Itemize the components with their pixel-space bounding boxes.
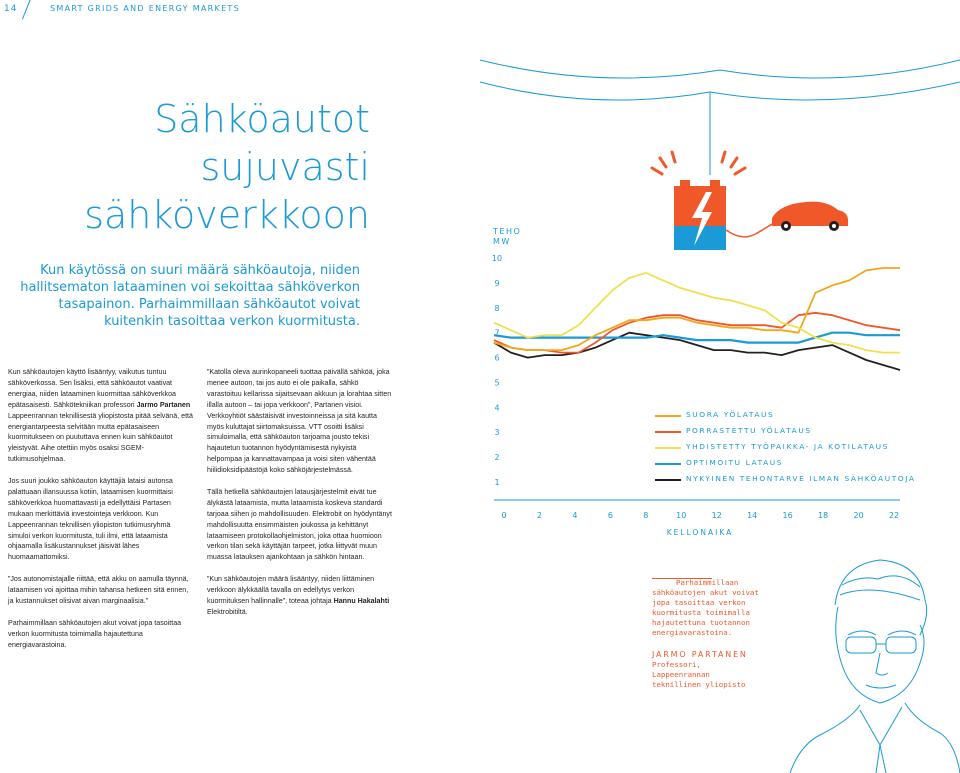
article-lead bbox=[10, 262, 360, 330]
power-lines-illustration bbox=[480, 60, 960, 175]
paragraph: ”Katolla oleva aurinkopaneeli tuottaa päivällä sähköä, joka menee autoon, tai jos auto ei ole paikalla, sähkö varastoituu kellarissa sijaitsevaan akkuun ja lorahtaa sitten illalla autoon – tai jopa verkkoon”, Partanen visioi. Verkkoyhtiöt säästäisivät investoinneissa ja sitä kautta myös kuluttajat siirtomaksuissa. VTT osoitti lisäksi simuloimalla, että sähköauton tarjoama jousto tekisi hajautetun tuotannon hyödyntämisestä nykyistä helpompaa ja kannattavampaa ja voisi siten vähentää hiilidioksidipäästöjä koko sähköjärjestelmässä. bbox=[207, 368, 392, 475]
lead-line: tasapainon. Parhaimmillaan sähköautot voivat bbox=[58, 297, 360, 312]
paragraph bbox=[207, 574, 393, 618]
x-tick-label: 18 bbox=[817, 511, 829, 520]
body-column-1 bbox=[8, 367, 194, 661]
x-tick-label: 8 bbox=[643, 511, 649, 520]
lead-line: kuitenkin tasoittaa verkon kuormitusta. bbox=[104, 314, 360, 329]
paragraph-text: Elektrobitiltä. bbox=[207, 607, 248, 616]
paragraph-text: Kun sähköautojen käyttö lisääntyy, vaikutus tuntuu sähköverkossa. Sen lisäksi, että sähköautot vaativat energiaa, niiden lataaminen kuormittaa sähköverkkoa epätasaisesti. Sähkötekniikan professori bbox=[8, 368, 176, 409]
y-tick-label: 9 bbox=[494, 278, 500, 288]
series-line bbox=[494, 313, 900, 353]
y-tick-label: 10 bbox=[491, 254, 503, 263]
series-line bbox=[494, 333, 900, 343]
x-axis-label: KELLONAIKA bbox=[666, 528, 734, 537]
y-axis-label-unit: MW bbox=[493, 237, 511, 246]
x-tick-label: 12 bbox=[711, 511, 722, 520]
series-line bbox=[494, 273, 900, 353]
person-name: Hannu Hakalahti bbox=[333, 597, 390, 605]
person-name: Jarmo Partanen bbox=[136, 400, 191, 409]
y-tick-label: 7 bbox=[494, 328, 500, 338]
legend-item-optimoitu bbox=[655, 458, 915, 470]
paragraph-text: Lappeenrannan teknillisestä yliopistosta pitää selvänä, että energiantarpeesta selvitään mutta epätasaiseen kuormitukseen on puututtava ennen kuin sähköautot yleistyvät. Aihe otettiin myös osaksi SGEM-tutkimusohjelmaa. bbox=[8, 411, 193, 464]
chart-series bbox=[494, 268, 900, 370]
paragraph-text: ”Kun sähköautojen määrä lisääntyy, niiden liittäminen verkkoon älykkäällä tavalla on edellytys verkon kuormituksen hallinnalle”, toteaa johtaja bbox=[207, 575, 375, 605]
pullquote-line: hajautettuna tuotannon bbox=[652, 618, 750, 627]
legend-label: OPTIMOITU LATAUS bbox=[686, 458, 784, 467]
lead-line: hallitsematon lataaminen voi sekoittaa sähköverkon bbox=[20, 280, 360, 295]
legend-swatch bbox=[655, 447, 681, 449]
pullquote-text bbox=[652, 578, 792, 638]
paragraph: Tällä hetkellä sähköautojen latausjärjestelmit eivät tue älykästä lataamista, mutta lataamista koskeva standardi tarjoaa siihen jo mahdollisuuden. Elektrobit on hyödyntänyt mahdollisuutta ensimmäisten joukossa ja kehittänyt lataamiseen protokollaohjelmiston, joka ottaa huomioon verkon tilan sekä käyttäjän tarpeet, jotka liittyvät muun muassa latauksen ajankohtaan ja sähkön hintaan. bbox=[207, 487, 392, 562]
x-tick-label: 16 bbox=[782, 511, 793, 520]
lead-line: Kun käytössä on suuri määrä sähköautoja, niiden bbox=[40, 263, 360, 278]
legend-swatch bbox=[655, 479, 681, 481]
legend-label: NYKYINEN TEHONTARVE ILMAN SÄHKÖAUTOJA bbox=[686, 474, 916, 483]
legend-swatch bbox=[655, 415, 681, 417]
x-tick-label: 10 bbox=[676, 511, 687, 520]
legend-item-porrastettu bbox=[655, 426, 915, 438]
y-axis-ticks bbox=[492, 254, 502, 487]
page-header bbox=[0, 0, 480, 18]
pullquote bbox=[652, 578, 792, 638]
x-tick-label: 22 bbox=[888, 511, 900, 520]
series-line bbox=[494, 333, 900, 370]
title-line: sujuvasti bbox=[200, 145, 370, 189]
body-column-2 bbox=[207, 367, 393, 629]
y-tick-label: 5 bbox=[494, 378, 500, 388]
x-tick-label: 6 bbox=[607, 511, 613, 520]
y-tick-label: 6 bbox=[494, 353, 500, 363]
legend-label: SUORA YÖLATAUS bbox=[686, 410, 775, 419]
attribution-role: Professori, bbox=[652, 660, 701, 669]
pullquote-line: sähköautojen akut voivat bbox=[652, 588, 759, 597]
paragraph: Parhaimmillaan sähköautojen akut voivat jopa tasoittaa verkon kuormitusta toimimalla hajautettuna energiavarastoina. bbox=[8, 618, 182, 649]
running-head: SMART GRIDS AND ENERGY MARKETS bbox=[50, 4, 240, 13]
x-tick-label: 2 bbox=[536, 511, 543, 520]
y-tick-label: 1 bbox=[494, 478, 500, 487]
attribution-role: Lappeenrannan bbox=[652, 670, 710, 679]
y-tick-label: 3 bbox=[494, 428, 500, 438]
article-title bbox=[30, 95, 370, 239]
attribution-name: JARMO PARTANEN bbox=[652, 650, 748, 659]
car-icon bbox=[726, 202, 848, 237]
legend-item-yhdistetty bbox=[655, 442, 915, 454]
x-tick-label: 4 bbox=[572, 511, 578, 520]
series-line bbox=[494, 268, 900, 350]
legend-swatch bbox=[655, 463, 681, 465]
portrait-illustration bbox=[780, 545, 960, 773]
pullquote-line: kuormitusta toimimalla bbox=[652, 608, 750, 617]
y-tick-label: 8 bbox=[494, 303, 500, 313]
legend-swatch bbox=[655, 431, 681, 433]
legend-item-nykyinen bbox=[655, 474, 915, 486]
header-divider bbox=[22, 0, 31, 19]
pullquote-attribution bbox=[652, 650, 792, 690]
x-tick-label: 20 bbox=[853, 511, 864, 520]
legend-label: YHDISTETTY TYÖPAIKKA- JA KOTILATAUS bbox=[686, 442, 889, 451]
title-line: Sähköautot bbox=[154, 97, 370, 141]
pullquote-line: Parhaimmillaan bbox=[676, 578, 739, 587]
x-tick-label: 0 bbox=[501, 511, 507, 520]
paragraph: ”Jos autonomistajalle riittää, että akku on aamulla täynnä, lataamisen voi ajoittaa mihin tahansa hetkeen sitä ennen, ja kustannukset olisivat aivan marginaalisia.” bbox=[8, 575, 189, 605]
legend-item-suora bbox=[655, 410, 915, 422]
x-axis-ticks bbox=[501, 511, 899, 520]
pullquote-line: jopa tasoittaa verkon bbox=[652, 598, 746, 607]
title-line: sähköverkkoon bbox=[84, 193, 370, 237]
legend-label: PORRASTETTU YÖLATAUS bbox=[686, 426, 812, 435]
y-tick-label: 4 bbox=[494, 403, 500, 413]
y-tick-label: 2 bbox=[494, 453, 500, 463]
attribution-role: teknillinen yliopisto bbox=[652, 680, 746, 689]
x-tick-label: 14 bbox=[747, 511, 758, 520]
pullquote-line: energiavarastoina. bbox=[652, 628, 733, 637]
paragraph bbox=[8, 367, 194, 465]
battery-icon bbox=[652, 152, 745, 250]
paragraph: Jos suuri joukko sähköauton käyttäjiä lataisi autonsa palattuaan illansuussa kotiin, lataamisen kuormittaisi sähköverkkoa huomattavasti ja edellyttäisi Partasen mukaan merkittäviä investointeja verkkoon. Kun Lappeenrannan teknillisen yliopiston tutkimusryhmä simuloi verkon kuormitusta, tuli ilmi, että lataamista ohjaamalla lisäkustannukset jäisivät lähes huomaamattomiksi. bbox=[8, 477, 173, 562]
y-axis-label: TEHO bbox=[493, 227, 522, 236]
page-number: 14 bbox=[4, 4, 18, 14]
